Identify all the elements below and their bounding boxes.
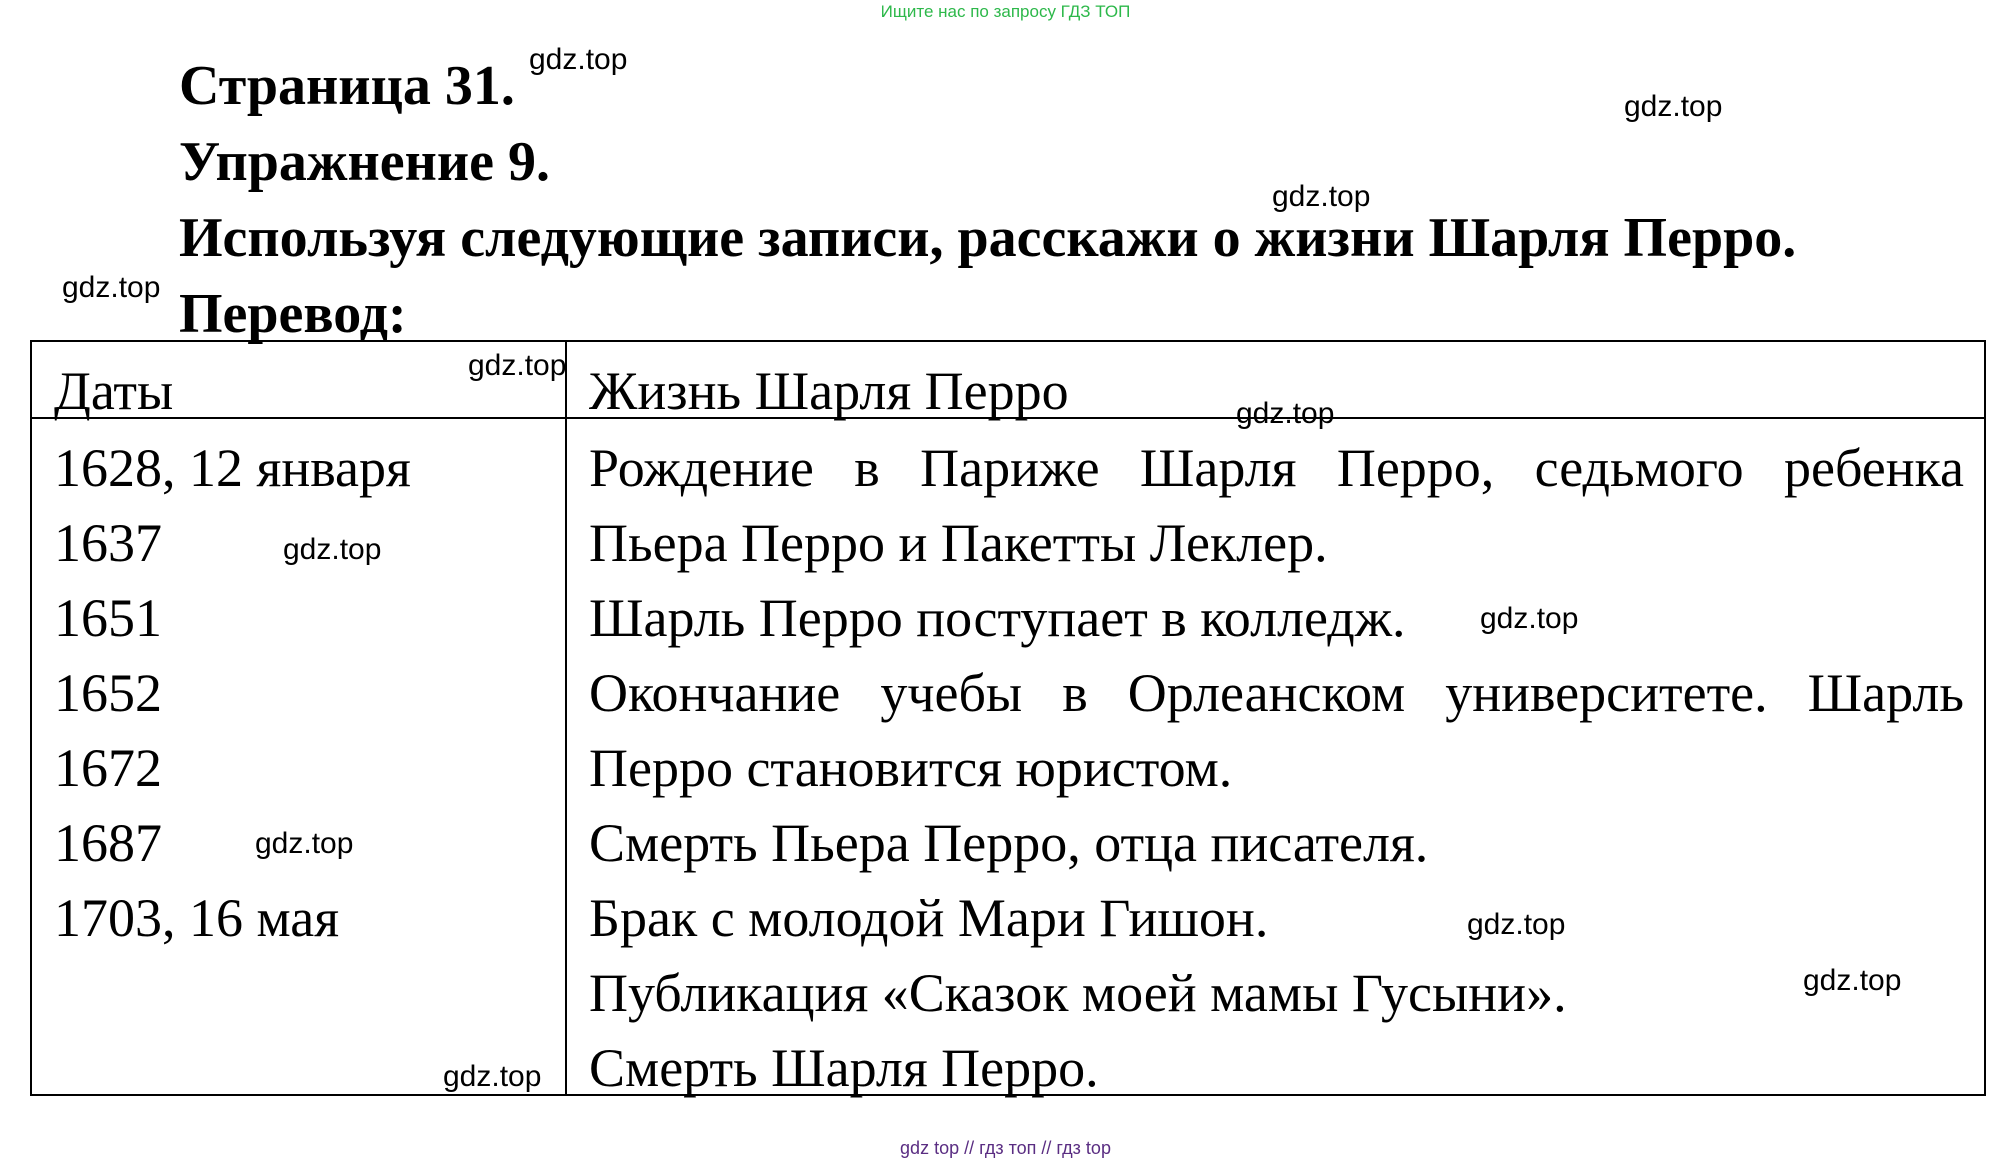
date-cell: 1651 [54, 588, 162, 648]
table-header-life: Жизнь Шарля Перро [589, 361, 1069, 421]
table-header-dates: Даты [54, 361, 174, 421]
life-text-line: Рождение в Париже Шарля Перро, седьмого ребенка [589, 438, 1964, 498]
watermark: gdz.top [468, 349, 567, 382]
watermark: gdz.top [529, 43, 628, 76]
biography-table [30, 340, 1986, 1096]
life-text-line: Шарль Перро поступает в колледж. [589, 588, 1406, 648]
exercise-title: Упражнение 9. [179, 131, 551, 193]
watermark: gdz.top [443, 1060, 542, 1093]
watermark: gdz.top [1480, 602, 1579, 635]
date-cell: 1652 [54, 663, 162, 723]
life-text-line: Смерть Пьера Перро, отца писателя. [589, 813, 1429, 873]
date-cell: 1687 [54, 813, 162, 873]
translation-label: Перевод: [179, 283, 407, 345]
watermark: gdz.top [1272, 180, 1371, 213]
watermark: gdz.top [62, 271, 161, 304]
watermark: gdz.top [283, 533, 382, 566]
date-cell: 1628, 12 января [54, 438, 411, 498]
life-text-line: Перро становится юристом. [589, 738, 1233, 798]
watermark: gdz.top [1467, 908, 1566, 941]
watermark: gdz.top [1803, 964, 1902, 997]
watermark: gdz.top [255, 827, 354, 860]
date-cell: 1637 [54, 513, 162, 573]
life-text-line: Публикация «Сказок моей мамы Гусыни». [589, 963, 1567, 1023]
footer-text: gdz top // гдз топ // гдз top [900, 1138, 1111, 1158]
life-text-line: Брак с молодой Мари Гишон. [589, 888, 1269, 948]
life-text-line: Пьера Перро и Пакетты Леклер. [589, 513, 1328, 573]
instruction-text: Используя следующие записи, расскажи о жизни Шарля Перро. [179, 207, 1797, 269]
date-cell: 1703, 16 мая [54, 888, 340, 948]
life-text-line: Окончание учебы в Орлеанском университете. Шарль [589, 663, 1964, 723]
table-column-divider [565, 342, 567, 1094]
top-note: Ищите нас по запросу ГДЗ ТОП [880, 2, 1131, 21]
watermark: gdz.top [1236, 397, 1335, 430]
date-cell: 1672 [54, 738, 162, 798]
page-title: Страница 31. [179, 55, 515, 117]
watermark: gdz.top [1624, 90, 1723, 123]
life-text-line: Смерть Шарля Перро. [589, 1038, 1099, 1098]
